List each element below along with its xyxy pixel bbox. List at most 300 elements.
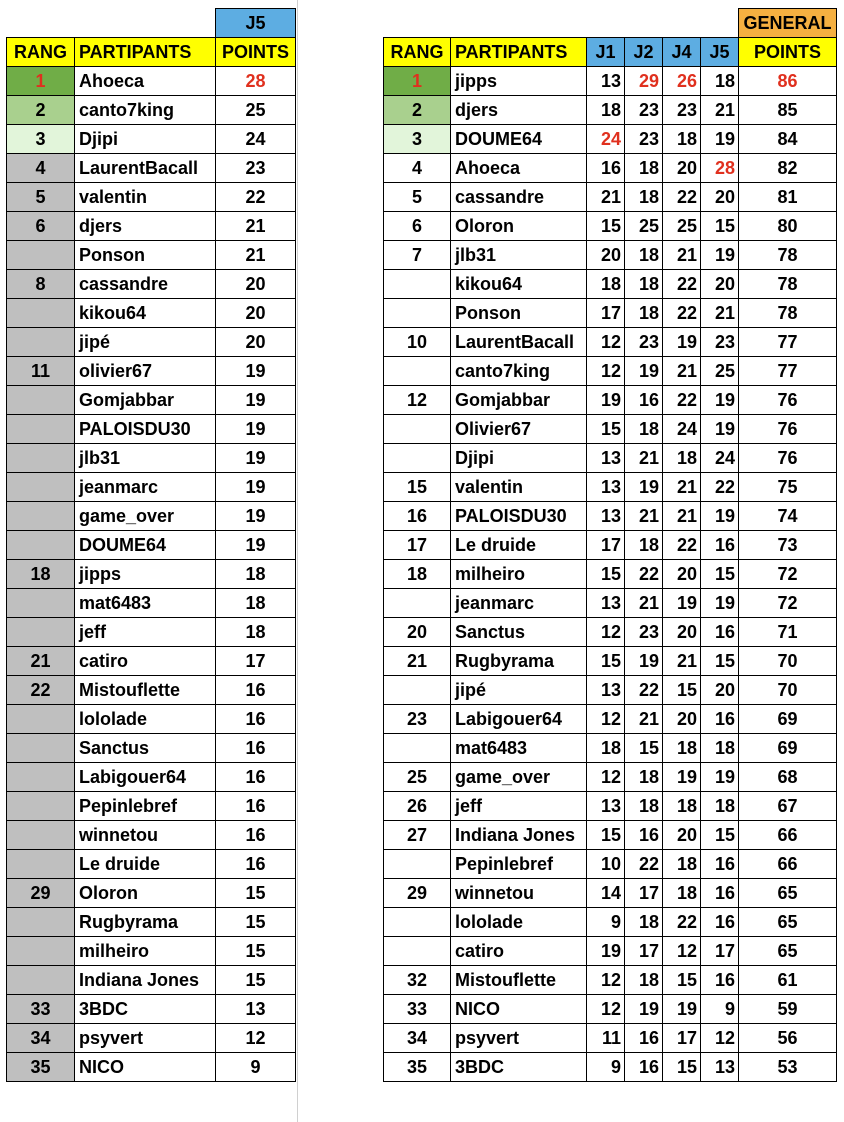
participant-name-cell[interactable]: Olivier67 <box>451 415 587 444</box>
j4-score-cell[interactable]: 12 <box>663 937 701 966</box>
j5-score-cell[interactable]: 19 <box>701 763 739 792</box>
rank-cell[interactable] <box>7 241 75 270</box>
header-j2[interactable]: J2 <box>625 38 663 67</box>
j4-score-cell[interactable]: 25 <box>663 212 701 241</box>
j4-score-cell[interactable]: 21 <box>663 241 701 270</box>
participant-name-cell[interactable]: psyvert <box>75 1024 216 1053</box>
j4-score-cell[interactable]: 23 <box>663 96 701 125</box>
rank-cell[interactable]: 2 <box>384 96 451 125</box>
participant-name-cell[interactable]: lololade <box>451 908 587 937</box>
j2-score-cell[interactable]: 18 <box>625 908 663 937</box>
j5-score-cell[interactable]: 28 <box>701 154 739 183</box>
rank-cell[interactable] <box>7 299 75 328</box>
participant-name-cell[interactable]: catiro <box>451 937 587 966</box>
j1-score-cell[interactable]: 13 <box>587 473 625 502</box>
total-points-cell[interactable]: 77 <box>739 357 837 386</box>
j1-score-cell[interactable]: 12 <box>587 705 625 734</box>
j2-score-cell[interactable]: 15 <box>625 734 663 763</box>
j2-score-cell[interactable]: 18 <box>625 270 663 299</box>
rank-cell[interactable] <box>384 415 451 444</box>
participant-name-cell[interactable]: valentin <box>451 473 587 502</box>
participant-name-cell[interactable]: PALOISDU30 <box>451 502 587 531</box>
participant-name-cell[interactable]: Ahoeca <box>451 154 587 183</box>
participant-name-cell[interactable]: game_over <box>75 502 216 531</box>
j4-score-cell[interactable]: 15 <box>663 1053 701 1082</box>
j4-score-cell[interactable]: 18 <box>663 125 701 154</box>
j5-score-cell[interactable]: 18 <box>701 734 739 763</box>
participant-name-cell[interactable]: catiro <box>75 647 216 676</box>
j5-score-cell[interactable]: 19 <box>701 589 739 618</box>
participant-name-cell[interactable]: canto7king <box>451 357 587 386</box>
j2-score-cell[interactable]: 21 <box>625 705 663 734</box>
points-cell[interactable]: 17 <box>216 647 296 676</box>
j4-score-cell[interactable]: 22 <box>663 531 701 560</box>
rank-cell[interactable]: 22 <box>7 676 75 705</box>
j5-score-cell[interactable]: 23 <box>701 328 739 357</box>
rank-cell[interactable]: 21 <box>384 647 451 676</box>
j2-score-cell[interactable]: 16 <box>625 386 663 415</box>
participant-name-cell[interactable]: Rugbyrama <box>75 908 216 937</box>
total-points-cell[interactable]: 67 <box>739 792 837 821</box>
rank-cell[interactable]: 1 <box>384 67 451 96</box>
rank-cell[interactable] <box>7 705 75 734</box>
j1-score-cell[interactable]: 12 <box>587 966 625 995</box>
j1-score-cell[interactable]: 15 <box>587 560 625 589</box>
points-cell[interactable]: 16 <box>216 792 296 821</box>
points-cell[interactable]: 28 <box>216 67 296 96</box>
j1-score-cell[interactable]: 13 <box>587 444 625 473</box>
rank-cell[interactable]: 18 <box>384 560 451 589</box>
j4-score-cell[interactable]: 22 <box>663 299 701 328</box>
points-cell[interactable]: 16 <box>216 763 296 792</box>
j1-score-cell[interactable]: 18 <box>587 96 625 125</box>
points-cell[interactable]: 18 <box>216 560 296 589</box>
rank-cell[interactable] <box>7 473 75 502</box>
total-points-cell[interactable]: 71 <box>739 618 837 647</box>
j2-score-cell[interactable]: 19 <box>625 357 663 386</box>
participant-name-cell[interactable]: djers <box>451 96 587 125</box>
participant-name-cell[interactable]: valentin <box>75 183 216 212</box>
points-cell[interactable]: 25 <box>216 96 296 125</box>
rank-cell[interactable]: 26 <box>384 792 451 821</box>
participant-name-cell[interactable]: psyvert <box>451 1024 587 1053</box>
participant-name-cell[interactable]: DOUME64 <box>451 125 587 154</box>
total-points-cell[interactable]: 74 <box>739 502 837 531</box>
j4-score-cell[interactable]: 18 <box>663 792 701 821</box>
j1-score-cell[interactable]: 12 <box>587 328 625 357</box>
points-cell[interactable]: 16 <box>216 850 296 879</box>
points-cell[interactable]: 16 <box>216 705 296 734</box>
points-cell[interactable]: 19 <box>216 386 296 415</box>
j1-score-cell[interactable]: 12 <box>587 995 625 1024</box>
participant-name-cell[interactable]: cassandre <box>451 183 587 212</box>
rank-cell[interactable]: 33 <box>384 995 451 1024</box>
j5-score-cell[interactable]: 15 <box>701 821 739 850</box>
total-points-cell[interactable]: 86 <box>739 67 837 96</box>
total-points-cell[interactable]: 78 <box>739 270 837 299</box>
participant-name-cell[interactable]: PALOISDU30 <box>75 415 216 444</box>
j2-score-cell[interactable]: 19 <box>625 473 663 502</box>
j5-score-cell[interactable]: 16 <box>701 531 739 560</box>
participant-name-cell[interactable]: djers <box>75 212 216 241</box>
j2-score-cell[interactable]: 18 <box>625 241 663 270</box>
rank-cell[interactable]: 6 <box>384 212 451 241</box>
j5-score-cell[interactable]: 15 <box>701 212 739 241</box>
participant-name-cell[interactable]: NICO <box>75 1053 216 1082</box>
participant-name-cell[interactable]: Oloron <box>75 879 216 908</box>
j2-score-cell[interactable]: 19 <box>625 995 663 1024</box>
j2-score-cell[interactable]: 22 <box>625 676 663 705</box>
j4-score-cell[interactable]: 15 <box>663 676 701 705</box>
j2-score-cell[interactable]: 18 <box>625 531 663 560</box>
rank-cell[interactable]: 27 <box>384 821 451 850</box>
j2-score-cell[interactable]: 22 <box>625 560 663 589</box>
j2-score-cell[interactable]: 17 <box>625 937 663 966</box>
j4-score-cell[interactable]: 19 <box>663 589 701 618</box>
rank-cell[interactable] <box>7 850 75 879</box>
j4-score-cell[interactable]: 21 <box>663 357 701 386</box>
total-points-cell[interactable]: 61 <box>739 966 837 995</box>
rank-cell[interactable]: 5 <box>7 183 75 212</box>
rank-cell[interactable] <box>384 850 451 879</box>
rank-cell[interactable] <box>7 937 75 966</box>
j4-score-cell[interactable]: 20 <box>663 705 701 734</box>
j4-score-cell[interactable]: 18 <box>663 444 701 473</box>
j4-score-cell[interactable]: 15 <box>663 966 701 995</box>
j5-score-cell[interactable]: 17 <box>701 937 739 966</box>
rank-cell[interactable] <box>7 763 75 792</box>
rank-cell[interactable] <box>7 821 75 850</box>
rank-cell[interactable]: 32 <box>384 966 451 995</box>
j2-score-cell[interactable]: 23 <box>625 328 663 357</box>
points-cell[interactable]: 20 <box>216 270 296 299</box>
rank-cell[interactable] <box>7 908 75 937</box>
j5-score-cell[interactable]: 20 <box>701 676 739 705</box>
rank-cell[interactable] <box>384 589 451 618</box>
participant-name-cell[interactable]: Gomjabbar <box>451 386 587 415</box>
participant-name-cell[interactable]: Djipi <box>451 444 587 473</box>
participant-name-cell[interactable]: Sanctus <box>75 734 216 763</box>
points-cell[interactable]: 12 <box>216 1024 296 1053</box>
j2-score-cell[interactable]: 16 <box>625 1053 663 1082</box>
j5-score-cell[interactable]: 20 <box>701 270 739 299</box>
j4-score-cell[interactable]: 26 <box>663 67 701 96</box>
header-rank[interactable]: RANG <box>384 38 451 67</box>
j2-score-cell[interactable]: 18 <box>625 966 663 995</box>
participant-name-cell[interactable]: mat6483 <box>75 589 216 618</box>
rank-cell[interactable]: 3 <box>384 125 451 154</box>
j5-score-cell[interactable]: 21 <box>701 299 739 328</box>
j2-score-cell[interactable]: 29 <box>625 67 663 96</box>
j2-score-cell[interactable]: 19 <box>625 647 663 676</box>
points-cell[interactable]: 13 <box>216 995 296 1024</box>
j1-score-cell[interactable]: 13 <box>587 589 625 618</box>
j5-score-cell[interactable]: 15 <box>701 647 739 676</box>
group-header-j5[interactable]: J5 <box>216 9 296 38</box>
total-points-cell[interactable]: 68 <box>739 763 837 792</box>
rank-cell[interactable] <box>384 908 451 937</box>
total-points-cell[interactable]: 78 <box>739 241 837 270</box>
participant-name-cell[interactable]: LaurentBacall <box>451 328 587 357</box>
points-cell[interactable]: 21 <box>216 212 296 241</box>
j1-score-cell[interactable]: 14 <box>587 879 625 908</box>
participant-name-cell[interactable]: jeanmarc <box>75 473 216 502</box>
participant-name-cell[interactable]: Le druide <box>75 850 216 879</box>
total-points-cell[interactable]: 80 <box>739 212 837 241</box>
j2-score-cell[interactable]: 18 <box>625 299 663 328</box>
rank-cell[interactable]: 29 <box>7 879 75 908</box>
participant-name-cell[interactable]: Ponson <box>75 241 216 270</box>
points-cell[interactable]: 19 <box>216 531 296 560</box>
j2-score-cell[interactable]: 23 <box>625 96 663 125</box>
rank-cell[interactable] <box>7 531 75 560</box>
header-j5[interactable]: J5 <box>701 38 739 67</box>
j1-score-cell[interactable]: 15 <box>587 821 625 850</box>
participant-name-cell[interactable]: canto7king <box>75 96 216 125</box>
total-points-cell[interactable]: 85 <box>739 96 837 125</box>
participant-name-cell[interactable]: Pepinlebref <box>451 850 587 879</box>
j4-score-cell[interactable]: 21 <box>663 647 701 676</box>
points-cell[interactable]: 19 <box>216 444 296 473</box>
j4-score-cell[interactable]: 19 <box>663 995 701 1024</box>
j1-score-cell[interactable]: 9 <box>587 908 625 937</box>
j2-score-cell[interactable]: 23 <box>625 618 663 647</box>
participant-name-cell[interactable]: Indiana Jones <box>75 966 216 995</box>
rank-cell[interactable]: 34 <box>7 1024 75 1053</box>
rank-cell[interactable]: 29 <box>384 879 451 908</box>
j5-score-cell[interactable]: 12 <box>701 1024 739 1053</box>
rank-cell[interactable] <box>7 386 75 415</box>
total-points-cell[interactable]: 82 <box>739 154 837 183</box>
j1-score-cell[interactable]: 12 <box>587 763 625 792</box>
participant-name-cell[interactable]: Le druide <box>451 531 587 560</box>
j2-score-cell[interactable]: 18 <box>625 792 663 821</box>
header-participants[interactable]: PARTIPANTS <box>451 38 587 67</box>
rank-cell[interactable]: 33 <box>7 995 75 1024</box>
j4-score-cell[interactable]: 20 <box>663 618 701 647</box>
j5-score-cell[interactable]: 16 <box>701 966 739 995</box>
total-points-cell[interactable]: 66 <box>739 850 837 879</box>
participant-name-cell[interactable]: Oloron <box>451 212 587 241</box>
rank-cell[interactable]: 10 <box>384 328 451 357</box>
points-cell[interactable]: 15 <box>216 908 296 937</box>
j4-score-cell[interactable]: 18 <box>663 850 701 879</box>
j4-score-cell[interactable]: 22 <box>663 908 701 937</box>
j5-score-cell[interactable]: 9 <box>701 995 739 1024</box>
points-cell[interactable]: 15 <box>216 879 296 908</box>
total-points-cell[interactable]: 69 <box>739 705 837 734</box>
j5-score-cell[interactable]: 25 <box>701 357 739 386</box>
j5-score-cell[interactable]: 13 <box>701 1053 739 1082</box>
j2-score-cell[interactable]: 21 <box>625 502 663 531</box>
points-cell[interactable]: 24 <box>216 125 296 154</box>
participant-name-cell[interactable]: cassandre <box>75 270 216 299</box>
j1-score-cell[interactable]: 13 <box>587 792 625 821</box>
participant-name-cell[interactable]: olivier67 <box>75 357 216 386</box>
j4-score-cell[interactable]: 17 <box>663 1024 701 1053</box>
points-cell[interactable]: 19 <box>216 415 296 444</box>
j5-score-cell[interactable]: 19 <box>701 415 739 444</box>
j1-score-cell[interactable]: 18 <box>587 270 625 299</box>
participant-name-cell[interactable]: mat6483 <box>451 734 587 763</box>
header-points[interactable]: POINTS <box>216 38 296 67</box>
rank-cell[interactable]: 23 <box>384 705 451 734</box>
j1-score-cell[interactable]: 13 <box>587 502 625 531</box>
total-points-cell[interactable]: 72 <box>739 560 837 589</box>
total-points-cell[interactable]: 70 <box>739 647 837 676</box>
j1-score-cell[interactable]: 19 <box>587 937 625 966</box>
rank-cell[interactable] <box>384 270 451 299</box>
participant-name-cell[interactable]: Ahoeca <box>75 67 216 96</box>
rank-cell[interactable]: 4 <box>7 154 75 183</box>
participant-name-cell[interactable]: lololade <box>75 705 216 734</box>
points-cell[interactable]: 15 <box>216 937 296 966</box>
rank-cell[interactable] <box>384 357 451 386</box>
participant-name-cell[interactable]: kikou64 <box>75 299 216 328</box>
j4-score-cell[interactable]: 18 <box>663 879 701 908</box>
points-cell[interactable]: 18 <box>216 589 296 618</box>
points-cell[interactable]: 19 <box>216 473 296 502</box>
j5-score-cell[interactable]: 18 <box>701 67 739 96</box>
points-cell[interactable]: 18 <box>216 618 296 647</box>
total-points-cell[interactable]: 56 <box>739 1024 837 1053</box>
group-header-general[interactable]: GENERAL <box>739 9 837 38</box>
participant-name-cell[interactable]: Djipi <box>75 125 216 154</box>
rank-cell[interactable]: 6 <box>7 212 75 241</box>
total-points-cell[interactable]: 76 <box>739 444 837 473</box>
total-points-cell[interactable]: 66 <box>739 821 837 850</box>
j1-score-cell[interactable]: 21 <box>587 183 625 212</box>
participant-name-cell[interactable]: jipps <box>451 67 587 96</box>
rank-cell[interactable]: 5 <box>384 183 451 212</box>
header-j4[interactable]: J4 <box>663 38 701 67</box>
points-cell[interactable]: 15 <box>216 966 296 995</box>
total-points-cell[interactable]: 70 <box>739 676 837 705</box>
participant-name-cell[interactable]: Rugbyrama <box>451 647 587 676</box>
rank-cell[interactable]: 1 <box>7 67 75 96</box>
participant-name-cell[interactable]: Gomjabbar <box>75 386 216 415</box>
j1-score-cell[interactable]: 12 <box>587 618 625 647</box>
points-cell[interactable]: 21 <box>216 241 296 270</box>
j1-score-cell[interactable]: 15 <box>587 415 625 444</box>
j5-score-cell[interactable]: 19 <box>701 386 739 415</box>
rank-cell[interactable]: 2 <box>7 96 75 125</box>
rank-cell[interactable]: 21 <box>7 647 75 676</box>
j4-score-cell[interactable]: 22 <box>663 183 701 212</box>
j1-score-cell[interactable]: 15 <box>587 647 625 676</box>
rank-cell[interactable] <box>7 618 75 647</box>
j5-score-cell[interactable]: 15 <box>701 560 739 589</box>
header-points[interactable]: POINTS <box>739 38 837 67</box>
rank-cell[interactable] <box>7 966 75 995</box>
j4-score-cell[interactable]: 21 <box>663 502 701 531</box>
points-cell[interactable]: 23 <box>216 154 296 183</box>
participant-name-cell[interactable]: jipps <box>75 560 216 589</box>
j1-score-cell[interactable]: 15 <box>587 212 625 241</box>
total-points-cell[interactable]: 78 <box>739 299 837 328</box>
j5-score-cell[interactable]: 21 <box>701 96 739 125</box>
points-cell[interactable]: 20 <box>216 299 296 328</box>
rank-cell[interactable]: 8 <box>7 270 75 299</box>
j1-score-cell[interactable]: 17 <box>587 299 625 328</box>
total-points-cell[interactable]: 81 <box>739 183 837 212</box>
j4-score-cell[interactable]: 20 <box>663 560 701 589</box>
rank-cell[interactable]: 15 <box>384 473 451 502</box>
participant-name-cell[interactable]: kikou64 <box>451 270 587 299</box>
j1-score-cell[interactable]: 16 <box>587 154 625 183</box>
participant-name-cell[interactable]: game_over <box>451 763 587 792</box>
j4-score-cell[interactable]: 20 <box>663 821 701 850</box>
j1-score-cell[interactable]: 17 <box>587 531 625 560</box>
points-cell[interactable]: 16 <box>216 821 296 850</box>
rank-cell[interactable] <box>7 328 75 357</box>
total-points-cell[interactable]: 65 <box>739 937 837 966</box>
j1-score-cell[interactable]: 11 <box>587 1024 625 1053</box>
j1-score-cell[interactable]: 24 <box>587 125 625 154</box>
j1-score-cell[interactable]: 18 <box>587 734 625 763</box>
j2-score-cell[interactable]: 16 <box>625 821 663 850</box>
rank-cell[interactable] <box>7 734 75 763</box>
rank-cell[interactable] <box>384 937 451 966</box>
total-points-cell[interactable]: 69 <box>739 734 837 763</box>
j1-score-cell[interactable]: 12 <box>587 357 625 386</box>
points-cell[interactable]: 20 <box>216 328 296 357</box>
j1-score-cell[interactable]: 10 <box>587 850 625 879</box>
participant-name-cell[interactable]: DOUME64 <box>75 531 216 560</box>
j5-score-cell[interactable]: 16 <box>701 618 739 647</box>
j2-score-cell[interactable]: 18 <box>625 415 663 444</box>
rank-cell[interactable] <box>384 676 451 705</box>
total-points-cell[interactable]: 76 <box>739 415 837 444</box>
j2-score-cell[interactable]: 22 <box>625 850 663 879</box>
total-points-cell[interactable]: 65 <box>739 908 837 937</box>
j5-score-cell[interactable]: 16 <box>701 879 739 908</box>
j5-score-cell[interactable]: 16 <box>701 850 739 879</box>
rank-cell[interactable]: 12 <box>384 386 451 415</box>
participant-name-cell[interactable]: Mistouflette <box>75 676 216 705</box>
participant-name-cell[interactable]: winnetou <box>75 821 216 850</box>
j4-score-cell[interactable]: 22 <box>663 270 701 299</box>
j5-score-cell[interactable]: 16 <box>701 705 739 734</box>
participant-name-cell[interactable]: jeanmarc <box>451 589 587 618</box>
j2-score-cell[interactable]: 18 <box>625 763 663 792</box>
rank-cell[interactable]: 17 <box>384 531 451 560</box>
rank-cell[interactable]: 4 <box>384 154 451 183</box>
rank-cell[interactable] <box>7 415 75 444</box>
participant-name-cell[interactable]: 3BDC <box>75 995 216 1024</box>
rank-cell[interactable] <box>384 734 451 763</box>
j2-score-cell[interactable]: 16 <box>625 1024 663 1053</box>
total-points-cell[interactable]: 65 <box>739 879 837 908</box>
rank-cell[interactable]: 3 <box>7 125 75 154</box>
header-rank[interactable]: RANG <box>7 38 75 67</box>
j4-score-cell[interactable]: 21 <box>663 473 701 502</box>
points-cell[interactable]: 9 <box>216 1053 296 1082</box>
points-cell[interactable]: 16 <box>216 676 296 705</box>
participant-name-cell[interactable]: Ponson <box>451 299 587 328</box>
participant-name-cell[interactable]: Indiana Jones <box>451 821 587 850</box>
rank-cell[interactable] <box>384 299 451 328</box>
j5-score-cell[interactable]: 18 <box>701 792 739 821</box>
participant-name-cell[interactable]: jlb31 <box>451 241 587 270</box>
participant-name-cell[interactable]: Labigouer64 <box>75 763 216 792</box>
rank-cell[interactable]: 20 <box>384 618 451 647</box>
j5-score-cell[interactable]: 16 <box>701 908 739 937</box>
j5-score-cell[interactable]: 19 <box>701 241 739 270</box>
j2-score-cell[interactable]: 18 <box>625 183 663 212</box>
j5-score-cell[interactable]: 22 <box>701 473 739 502</box>
participant-name-cell[interactable]: jipé <box>451 676 587 705</box>
